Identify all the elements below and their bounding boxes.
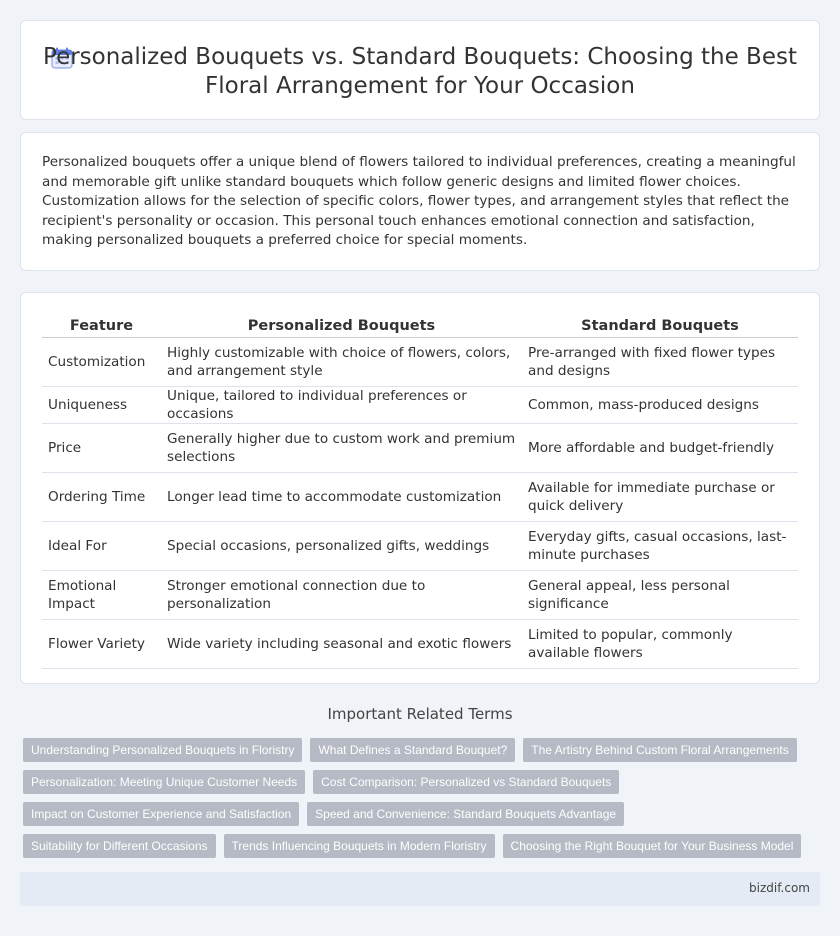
table-cell: Customization bbox=[42, 338, 161, 387]
table-cell: Flower Variety bbox=[42, 620, 161, 669]
related-term-tag[interactable]: Personalization: Meeting Unique Customer Needs bbox=[23, 770, 305, 794]
related-term-tag[interactable]: What Defines a Standard Bouquet? bbox=[310, 738, 515, 762]
related-term-tag[interactable]: Trends Influencing Bouquets in Modern Floristry bbox=[224, 834, 495, 858]
related-term-tag[interactable]: Understanding Personalized Bouquets in Floristry bbox=[23, 738, 302, 762]
related-term-tag[interactable]: Choosing the Right Bouquet for Your Business Model bbox=[503, 834, 802, 858]
table-cell: Price bbox=[42, 424, 161, 473]
tag-row bbox=[23, 834, 823, 858]
column-header: Standard Bouquets bbox=[522, 315, 798, 338]
tag-row bbox=[23, 802, 823, 826]
related-term-tag[interactable]: Speed and Convenience: Standard Bouquets Advantage bbox=[307, 802, 624, 826]
table-row bbox=[42, 387, 798, 424]
table-row bbox=[42, 424, 798, 473]
column-header: Feature bbox=[42, 315, 161, 338]
related-terms-title: Important Related Terms bbox=[327, 705, 513, 723]
tag-row bbox=[23, 738, 823, 762]
table-cell: Longer lead time to accommodate customization bbox=[161, 473, 522, 522]
intro-card bbox=[20, 132, 820, 271]
table-cell: Ideal For bbox=[42, 522, 161, 571]
column-header: Personalized Bouquets bbox=[161, 315, 522, 338]
table-cell: Unique, tailored to individual preferences or occasions bbox=[161, 387, 522, 424]
related-term-tag[interactable]: Cost Comparison: Personalized vs Standard Bouquets bbox=[313, 770, 619, 794]
table-cell: Highly customizable with choice of flowers, colors, and arrangement style bbox=[161, 338, 522, 387]
page-title: Personalized Bouquets vs. Standard Bouquets: Choosing the Best Floral Arrangement for Your Occasion bbox=[43, 44, 797, 99]
table-cell: Emotional Impact bbox=[42, 571, 161, 620]
related-term-tag[interactable]: Impact on Customer Experience and Satisfaction bbox=[23, 802, 299, 826]
table-cell: Common, mass-produced designs bbox=[522, 387, 798, 424]
table-cell: Special occasions, personalized gifts, weddings bbox=[161, 522, 522, 571]
table-cell: Uniqueness bbox=[42, 387, 161, 424]
tag-row bbox=[23, 770, 823, 794]
table-cell: Everyday gifts, casual occasions, last-minute purchases bbox=[522, 522, 798, 571]
table-row bbox=[42, 338, 798, 387]
table-header-row bbox=[42, 315, 798, 338]
footer bbox=[20, 872, 820, 906]
table-row bbox=[42, 571, 798, 620]
table-row bbox=[42, 620, 798, 669]
table-cell: Stronger emotional connection due to personalization bbox=[161, 571, 522, 620]
related-term-tag[interactable]: Suitability for Different Occasions bbox=[23, 834, 216, 858]
comparison-card bbox=[20, 292, 820, 684]
related-terms-list bbox=[23, 738, 823, 866]
table-cell: Generally higher due to custom work and premium selections bbox=[161, 424, 522, 473]
table-cell: More affordable and budget-friendly bbox=[522, 424, 798, 473]
table-cell: Ordering Time bbox=[42, 473, 161, 522]
header-card bbox=[20, 20, 820, 120]
table-cell: Wide variety including seasonal and exotic flowers bbox=[161, 620, 522, 669]
footer-site-link[interactable]: bizdif.com bbox=[749, 881, 810, 895]
intro-text: Personalized bouquets offer a unique blend of flowers tailored to individual preferences, creating a meaningful and memorable gift unlike standard bouquets which follow generic designs and limited flower choices. Customization allows for the selection of specific colors, flower types, and arrangement styles that reflect the recipient's personality or occasion. This personal touch enhances emotional connection and satisfaction, making personalized bouquets a preferred choice for special moments. bbox=[42, 154, 796, 249]
table-cell: Available for immediate purchase or quick delivery bbox=[522, 473, 798, 522]
table-cell: Pre-arranged with fixed flower types and designs bbox=[522, 338, 798, 387]
table-cell: Limited to popular, commonly available flowers bbox=[522, 620, 798, 669]
table-row bbox=[42, 473, 798, 522]
table-cell: General appeal, less personal significance bbox=[522, 571, 798, 620]
comparison-table bbox=[42, 315, 798, 669]
related-term-tag[interactable]: The Artistry Behind Custom Floral Arrangements bbox=[523, 738, 796, 762]
table-row bbox=[42, 522, 798, 571]
